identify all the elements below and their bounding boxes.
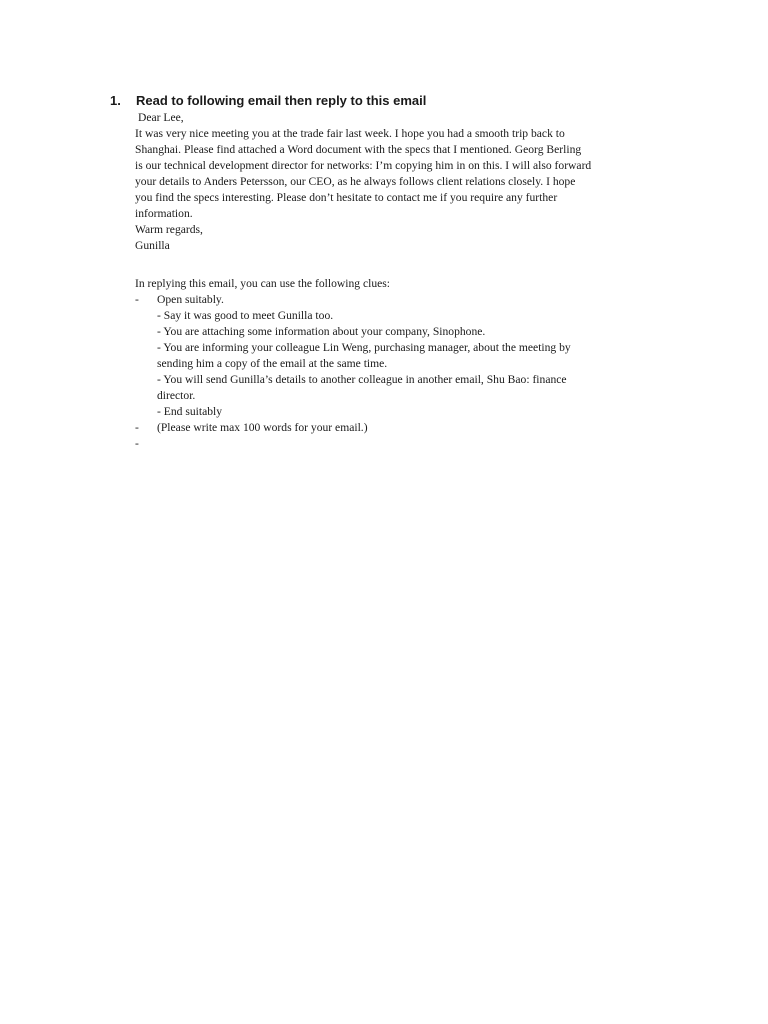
clue-text [157,437,160,450]
clue-sub-item: - You are attaching some information about your company, Sinophone. [157,325,486,338]
clue-bullet-empty [135,436,615,452]
bullet-dash: - [135,293,139,306]
bullet-dash: - [135,437,139,450]
email-line: It was very nice meeting you at the trade fair last week. I hope you had a smooth trip back to [135,127,565,140]
clue-sub-item: - You will send Gunilla’s details to another colleague in another email, Shu Bao: finance [157,373,567,386]
clue-sub-item: - End suitably [157,405,223,418]
email-line: you find the specs interesting. Please don’t hesitate to contact me if you require any further [135,191,558,204]
clue-bullet [135,292,615,308]
task-number: 1. [110,93,121,108]
clue-sub-item: director. [157,389,196,402]
email-line: information. [135,207,193,220]
email-line: is our technical development director for networks: I’m copying him in on this. I will also forward [135,159,592,172]
email-line: your details to Anders Petersson, our CEO, as he always follows client relations closely. I hope [135,175,576,188]
email-signature: Gunilla [135,239,170,252]
email-body [135,110,615,254]
clues-intro: In replying this email, you can use the following clues: [135,277,391,290]
clue-bullet [135,420,615,436]
bullet-dash: - [135,421,139,434]
clue-text: Open suitably. [157,293,224,306]
clue-sub-item: - You are informing your colleague Lin Weng, purchasing manager, about the meeting by [157,341,571,354]
task-heading [110,93,426,108]
email-signoff: Warm regards, [135,223,203,236]
email-line: Shanghai. Please find attached a Word document with the specs that I mentioned. Georg Berling [135,143,582,156]
clue-sub-item: - Say it was good to meet Gunilla too. [157,309,334,322]
reply-clues [135,276,615,452]
clue-text: (Please write max 100 words for your email.) [157,421,368,434]
email-greeting: Dear Lee, [138,111,184,124]
clue-sub-item: sending him a copy of the email at the same time. [157,357,388,370]
task-title: Read to following email then reply to this email [136,93,427,108]
